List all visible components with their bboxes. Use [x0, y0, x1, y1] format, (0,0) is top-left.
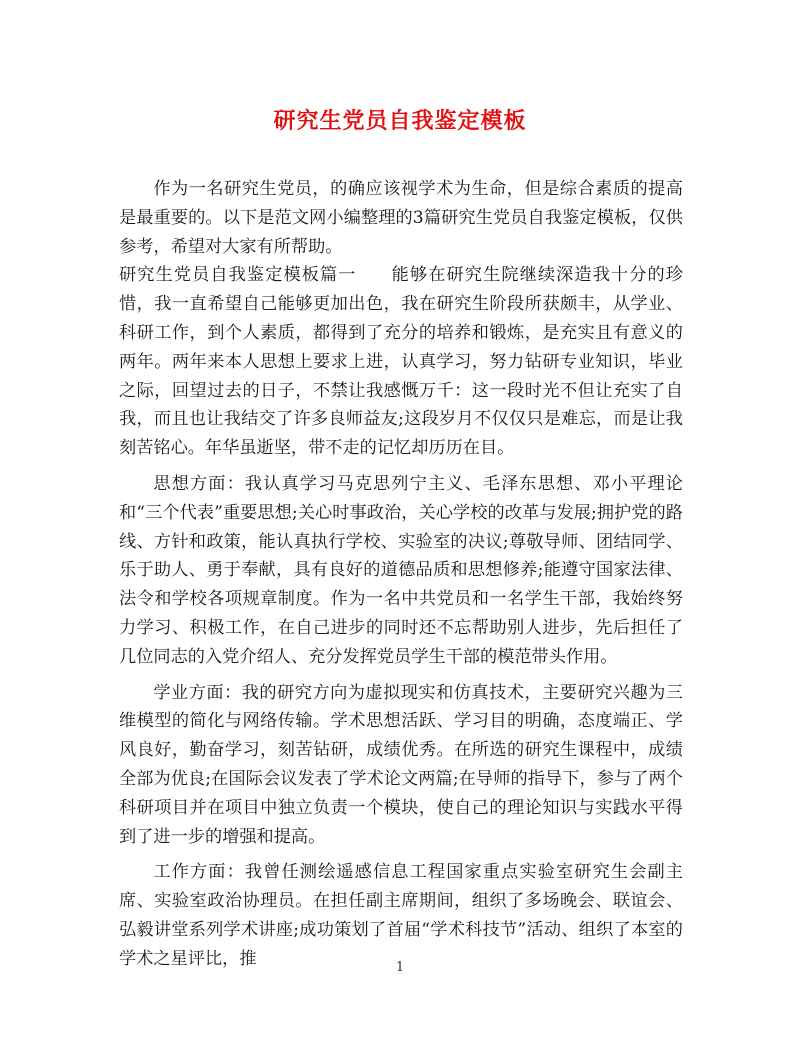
academic-paragraph: 学业方面：我的研究方向为虚拟现实和仿真技术，主要研究兴趣为三维模型的简化与网络传输。学术思想活跃、学习目的明确，态度端正、学风良好，勤奋学习，刻苦钻研，成绩优秀。在所选的研究生课程中，成绩全部为优良;在国际会议发表了学术论文两篇;在导师的指导下，参与了两个科研项目并在项目中独立负责一个模块，使自己的理论知识与实践水平得到了进一步的增强和提高。	[119, 682, 683, 847]
document-body	[119, 175, 683, 981]
page-number: 1	[395, 960, 405, 975]
section-opening-text: 能够在研究生院继续深造我十分的珍惜，我一直希望自己能够更加出色，我在研究生阶段所获颇丰，从学业、科研工作，到个人素质，都得到了充分的培养和锻炼，是充实且有意义的两年。两年来本人思想上要求上进，认真学习，努力钻研专业知识，毕业之际，回望过去的日子，不禁让我感慨万千：这一段时光不但让充实了自我，而且也让我结交了许多良师益友;这段岁月不仅仅只是难忘，而是让我刻苦铭心。年华虽逝坚，带不走的记忆却历历在目。	[119, 265, 683, 459]
intro-paragraph: 作为一名研究生党员，的确应该视学术为生命，但是综合素质的提高是最重要的。以下是范文网小编整理的3篇研究生党员自我鉴定模板，仅供参考，希望对大家有所帮助。	[119, 179, 683, 257]
section-heading: 研究生党员自我鉴定模板篇一	[119, 265, 357, 286]
thought-paragraph: 思想方面：我认真学习马克思列宁主义、毛泽东思想、邓小平理论和“三个代表”重要思想;关心时事政治，关心学校的改革与发展;拥护党的路线、方针和政策，能认真执行学校、实验室的决议;尊敬导师、团结同学、乐于助人、勇于奉献，具有良好的道德品质和思想修养;能遵守国家法律、法令和学校各项规章制度。作为一名中共党员和一名学生干部，我始终努力学习、积极工作，在自己进步的同时还不忘帮助别人进步，先后担任了几位同志的入党介绍人、充分发挥党员学生干部的模范带头作用。	[119, 473, 683, 667]
work-paragraph: 工作方面：我曾任测绘遥感信息工程国家重点实验室研究生会副主席、实验室政治协理员。在担任副主席期间，组织了多场晚会、联谊会、弘毅讲堂系列学术讲座;成功策划了首届“学术科技节”活动、组织了本室的学术之星评比，推	[119, 862, 683, 969]
section-one-paragraph	[119, 261, 683, 463]
document-title: 研究生党员自我鉴定模板	[273, 108, 527, 134]
